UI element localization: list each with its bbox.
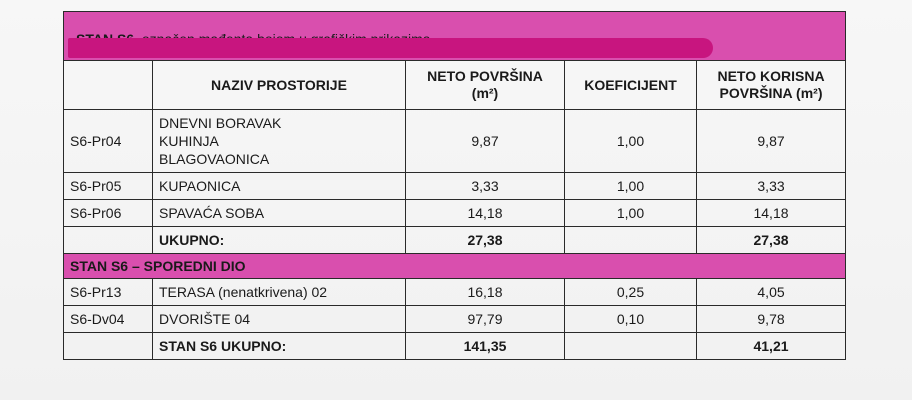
room-name bbox=[153, 110, 406, 173]
total-usable: 41,21 bbox=[697, 333, 846, 360]
table-row bbox=[64, 173, 846, 200]
total-area: 141,35 bbox=[406, 333, 565, 360]
room-code: S6-Pr06 bbox=[64, 200, 153, 227]
room-code: S6-Pr04 bbox=[64, 110, 153, 173]
section-label-row bbox=[64, 254, 846, 279]
net-usable-value: 9,78 bbox=[697, 306, 846, 333]
header-net-usable bbox=[697, 61, 846, 110]
subtotal-usable: 27,38 bbox=[697, 227, 846, 254]
coefficient-value: 1,00 bbox=[565, 200, 697, 227]
table-row bbox=[64, 306, 846, 333]
header-coefficient-label: KOEFICIJENT bbox=[584, 76, 677, 93]
subtotal-code bbox=[64, 227, 153, 254]
section-label: STAN S6 – SPOREDNI DIO bbox=[64, 254, 846, 279]
table-title-row bbox=[64, 12, 846, 61]
header-net-area-line2: (m²) bbox=[471, 85, 499, 101]
room-name: DVORIŠTE 04 bbox=[153, 306, 406, 333]
header-net-usable-line1: NETO KORISNA bbox=[717, 68, 825, 84]
net-usable-value: 3,33 bbox=[697, 173, 846, 200]
net-area-value: 97,79 bbox=[406, 306, 565, 333]
room-name-line: DNEVNI BORAVAK bbox=[159, 115, 282, 131]
net-area-value: 9,87 bbox=[406, 110, 565, 173]
table-row bbox=[64, 110, 846, 173]
header-code bbox=[64, 61, 153, 110]
total-row bbox=[64, 333, 846, 360]
room-code: S6-Dv04 bbox=[64, 306, 153, 333]
subtotal-coefficient bbox=[565, 227, 697, 254]
header-net-usable-line2: POVRŠINA (m²) bbox=[719, 85, 823, 101]
room-name-line: KUHINJA bbox=[159, 133, 219, 149]
header-net-area-line1: NETO POVRŠINA bbox=[427, 68, 543, 84]
total-label: STAN S6 UKUPNO: bbox=[153, 333, 406, 360]
header-room-name-label: NAZIV PROSTORIJE bbox=[211, 76, 347, 93]
coefficient-value: 0,10 bbox=[565, 306, 697, 333]
coefficient-value: 0,25 bbox=[565, 279, 697, 306]
room-name-line: BLAGOVAONICA bbox=[159, 151, 270, 167]
header-net-area bbox=[406, 61, 565, 110]
coefficient-value: 1,00 bbox=[565, 110, 697, 173]
magenta-highlight-band bbox=[68, 38, 713, 58]
room-name: SPAVAĆA SOBA bbox=[153, 200, 406, 227]
subtotal-label: UKUPNO: bbox=[153, 227, 406, 254]
net-area-value: 14,18 bbox=[406, 200, 565, 227]
room-code: S6-Pr13 bbox=[64, 279, 153, 306]
net-usable-value: 9,87 bbox=[697, 110, 846, 173]
coefficient-value: 1,00 bbox=[565, 173, 697, 200]
table-title-cell bbox=[64, 12, 846, 61]
total-coefficient bbox=[565, 333, 697, 360]
header-room-name bbox=[153, 61, 406, 110]
net-usable-value: 14,18 bbox=[697, 200, 846, 227]
table-row bbox=[64, 200, 846, 227]
room-area-table bbox=[63, 11, 846, 360]
header-coefficient bbox=[565, 61, 697, 110]
subtotal-area: 27,38 bbox=[406, 227, 565, 254]
header-row bbox=[64, 61, 846, 110]
total-code bbox=[64, 333, 153, 360]
room-name: TERASA (nenatkrivena) 02 bbox=[153, 279, 406, 306]
net-area-value: 16,18 bbox=[406, 279, 565, 306]
table-row bbox=[64, 279, 846, 306]
net-area-value: 3,33 bbox=[406, 173, 565, 200]
subtotal-row bbox=[64, 227, 846, 254]
room-name: KUPAONICA bbox=[153, 173, 406, 200]
net-usable-value: 4,05 bbox=[697, 279, 846, 306]
room-code: S6-Pr05 bbox=[64, 173, 153, 200]
